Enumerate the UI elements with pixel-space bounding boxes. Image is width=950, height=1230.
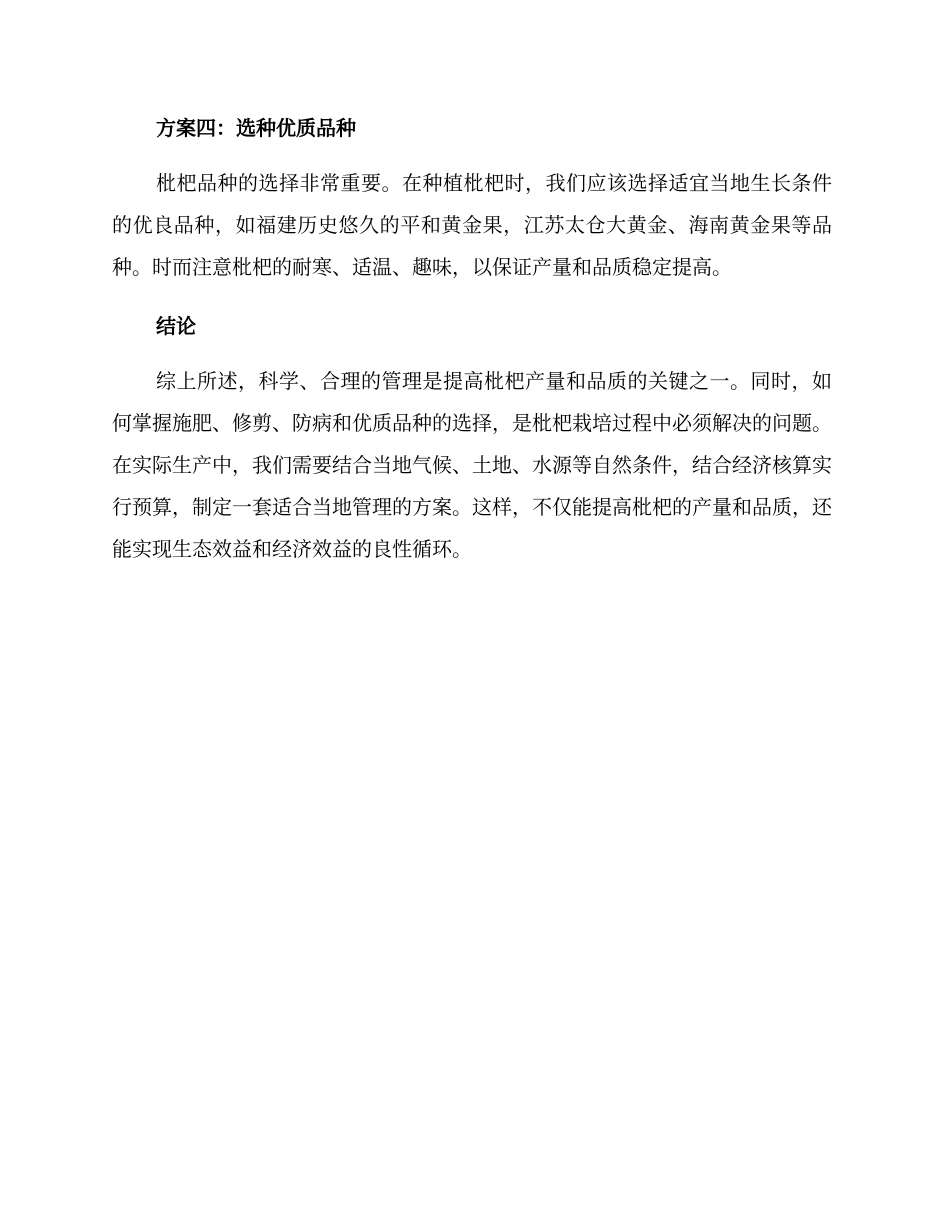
section-paragraph-plan-four: 枇杷品种的选择非常重要。在种植枇杷时，我们应该选择适宜当地生长条件的优良品种，如福建历史悠久的平和黄金果，江苏太仓大黄金、海南黄金果等品种。时而注意枇杷的耐寒、适温、趣味，以保证产量和品质稳定提高。 [112,171,832,279]
document-page [112,108,832,570]
section-heading-conclusion: 结论 [156,314,196,338]
section-paragraph-conclusion: 综上所述，科学、合理的管理是提高枇杷产量和品质的关键之一。同时，如何掌握施肥、修剪、防病和优质品种的选择，是枇杷栽培过程中必须解决的问题。在实际生产中，我们需要结合当地气候、土地、水源等自然条件，结合经济核算实行预算，制定一套适合当地管理的方案。这样，不仅能提高枇杷的产量和品质，还能实现生态效益和经济效益的良性循环。 [112,369,832,561]
section-heading-plan-four: 方案四：选种优质品种 [156,116,356,140]
